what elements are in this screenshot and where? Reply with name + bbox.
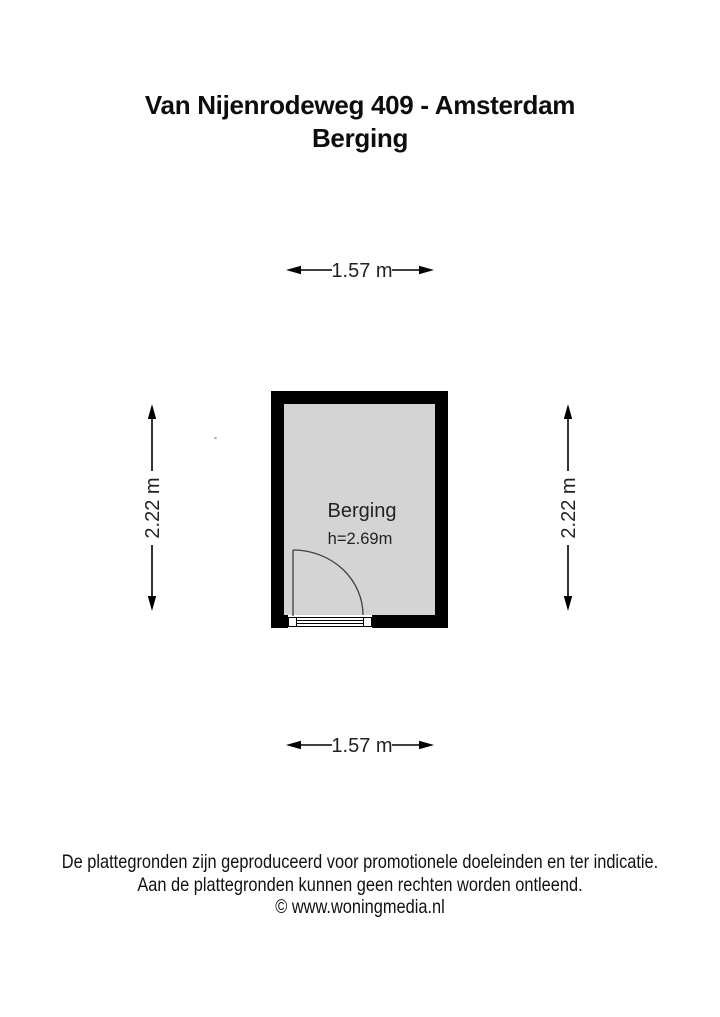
arrowhead-down-icon <box>564 596 572 611</box>
door-jamb-right <box>364 618 372 627</box>
room-name-label: Berging <box>327 500 397 522</box>
copyright-line: © www.woningmedia.nl <box>275 896 445 918</box>
arrowhead-down-icon <box>148 596 156 611</box>
door-threshold <box>297 618 364 627</box>
disclaimer-line-1: De plattegronden zijn geproduceerd voor promotionele doeleinden en ter indicatie. <box>61 851 659 873</box>
door-jamb-left <box>289 618 297 627</box>
disclaimer-line-2: Aan de plattegronden kunnen geen rechten worden ontleend. <box>137 873 583 896</box>
arrowhead-up-icon <box>148 404 156 419</box>
dimension-left-label: 2.22 m <box>142 477 164 539</box>
dimension-top-label: 1.57 m <box>331 260 393 282</box>
room-berging <box>214 391 448 628</box>
arrowhead-right-icon <box>419 741 434 749</box>
page-title-room: Berging <box>311 123 409 153</box>
dimension-right-label: 2.22 m <box>558 477 580 539</box>
arrowhead-right-icon <box>419 266 434 274</box>
dimension-bottom <box>286 735 434 757</box>
dimension-bottom-label: 1.57 m <box>331 735 393 757</box>
dimension-top <box>286 260 434 282</box>
disclaimer-footer <box>58 851 663 919</box>
page-title-address: Van Nijenrodeweg 409 - Amsterdam <box>144 90 576 120</box>
dimension-left <box>142 404 164 611</box>
dimension-right <box>558 404 580 611</box>
arrowhead-left-icon <box>286 741 301 749</box>
arrowhead-up-icon <box>564 404 572 419</box>
room-height-label: h=2.69m <box>327 530 393 548</box>
print-speck <box>214 437 217 440</box>
arrowhead-left-icon <box>286 266 301 274</box>
